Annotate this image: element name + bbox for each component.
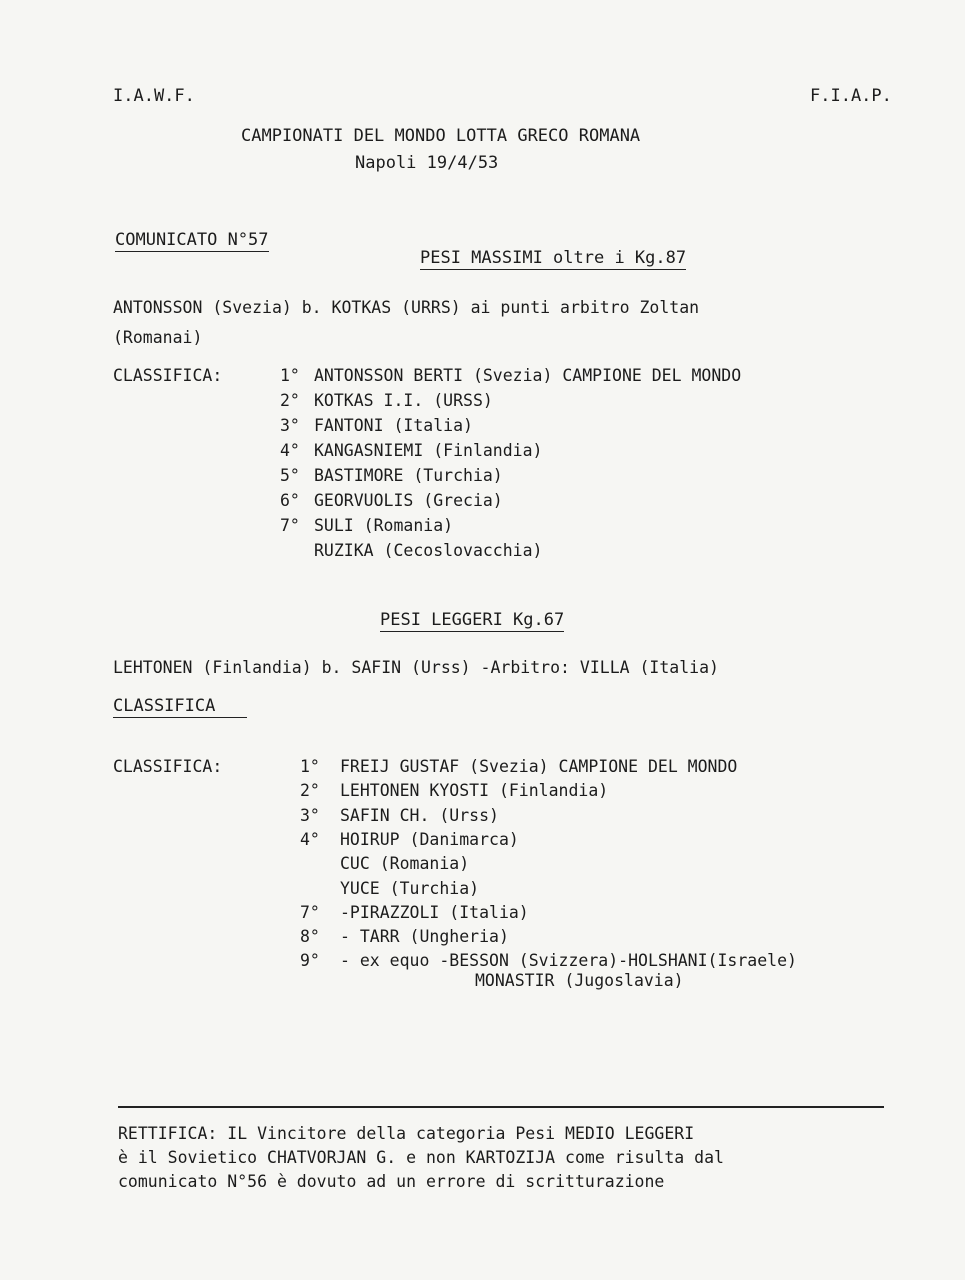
classifica-entry: YUCE (Turchia) (340, 878, 480, 898)
rank-number: 1° (300, 757, 320, 776)
rank-number: 2° (300, 781, 320, 801)
rank-number: 5° (280, 466, 300, 485)
rank-number: 2° (280, 391, 300, 410)
classifica-entry: SULI (Romania) (314, 516, 454, 535)
section2-continuation: MONASTIR (Jugoslavia) (475, 971, 684, 990)
doc-title: CAMPIONATI DEL MONDO LOTTA GRECO ROMANA (241, 126, 641, 146)
section1-classifica-label: CLASSIFICA: (113, 366, 223, 385)
rank-number: 3° (280, 416, 300, 435)
section-heading-pesi-leggeri: PESI LEGGERI Kg.67 (380, 610, 565, 630)
rank-number: 9° (300, 951, 320, 971)
section1-result-line-cont: (Romanai) (113, 328, 203, 347)
classifica-entry: FANTONI (Italia) (314, 416, 473, 435)
rettifica-line-3: comunicato N°56 è dovuto ad un errore di scritturazione (118, 1172, 665, 1191)
org-right: F.I.A.P. (810, 86, 892, 106)
rank-number: 8° (300, 927, 320, 947)
section-heading-pesi-massimi: PESI MASSIMI oltre i Kg.87 (420, 248, 687, 268)
rank-number: 7° (300, 902, 320, 922)
divider-rule (118, 1106, 884, 1108)
section2-classifica-label: CLASSIFICA: (113, 757, 223, 776)
classifica-entry: -PIRAZZOLI (Italia) (340, 902, 529, 922)
classifica-entry: ANTONSSON BERTI (Svezia) CAMPIONE DEL MONDO (314, 366, 742, 385)
classifica-entry: BASTIMORE (Turchia) (314, 466, 503, 485)
classifica-entry: RUZIKA (Cecoslovacchia) (314, 541, 543, 560)
section1-result-line: ANTONSSON (Svezia) b. KOTKAS (URRS) ai punti arbitro Zoltan (113, 298, 700, 317)
classifica-entry: CUC (Romania) (340, 854, 470, 874)
classifica-entry: KANGASNIEMI (Finlandia) (314, 441, 543, 460)
classifica-entry: SAFIN CH. (Urss) (340, 805, 499, 825)
classifica-entry: - TARR (Ungheria) (340, 927, 509, 947)
rank-number: 4° (280, 441, 300, 460)
rank-number: 6° (280, 491, 300, 510)
classifica-entry: HOIRUP (Danimarca) (340, 829, 519, 849)
rank-number: 1° (280, 366, 300, 385)
org-left: I.A.W.F. (113, 86, 195, 106)
rank-number: 7° (280, 516, 300, 535)
communique-number: COMUNICATO N°57 (115, 230, 269, 250)
classifica-entry: FREIJ GUSTAF (Svezia) CAMPIONE DEL MONDO (340, 757, 738, 776)
section2-classifica-underlined: CLASSIFICA (113, 698, 247, 718)
rettifica-line-2: è il Sovietico CHATVORJAN G. e non KARTOZIJA come risulta dal (118, 1148, 724, 1167)
rank-number: 4° (300, 829, 320, 849)
classifica-entry: GEORVUOLIS (Grecia) (314, 491, 503, 510)
rettifica-line-1: RETTIFICA: IL Vincitore della categoria Pesi MEDIO LEGGERI (118, 1124, 695, 1143)
place-date: Napoli 19/4/53 (355, 153, 499, 173)
rank-number: 3° (300, 805, 320, 825)
classifica-entry: - ex equo -BESSON (Svizzera)-HOLSHANI(Israele) (340, 951, 797, 971)
classifica-entry: LEHTONEN KYOSTI (Finlandia) (340, 781, 609, 801)
section2-result-line: LEHTONEN (Finlandia) b. SAFIN (Urss) -Arbitro: VILLA (Italia) (113, 658, 719, 677)
classifica-entry: KOTKAS I.I. (URSS) (314, 391, 493, 410)
